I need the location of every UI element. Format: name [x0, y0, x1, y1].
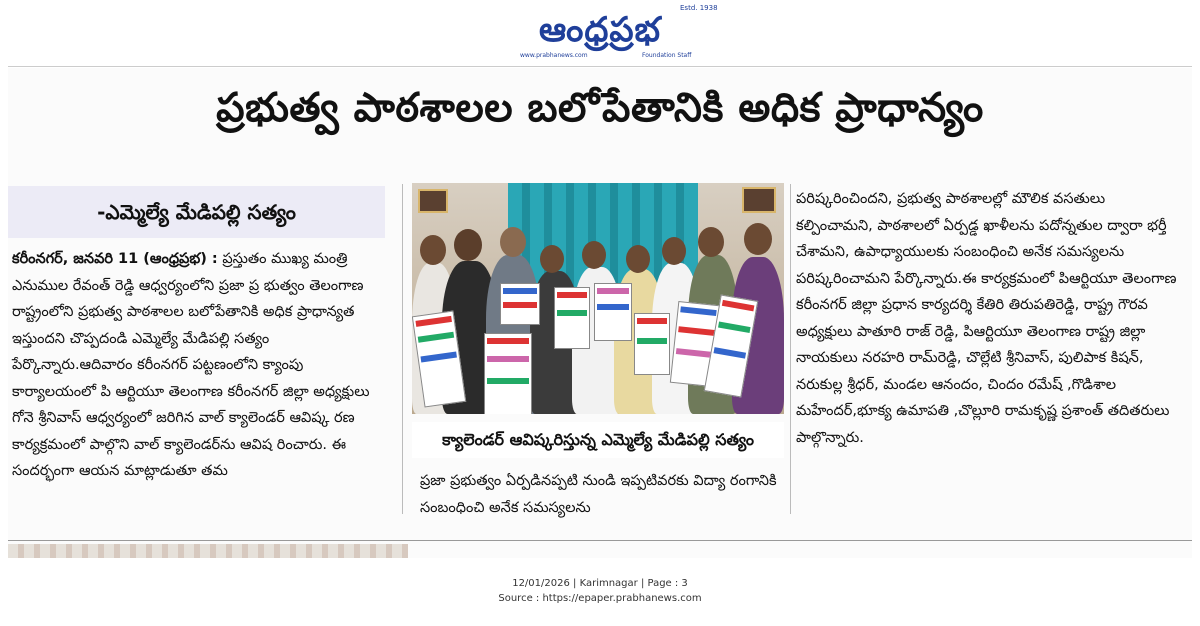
top-rule: [8, 66, 1192, 67]
column-divider: [790, 184, 791, 514]
wall-calendar: [554, 287, 590, 349]
person-head: [744, 223, 772, 255]
person-head: [662, 237, 686, 265]
wall-frame: [742, 187, 776, 213]
article-column-2: ప్రజా ప్రభుత్వం ఏర్పడినప్పటి నుండి ఇప్పటివరకు విద్యా రంగానికి సంబంధించి అనేక సమస్యలను: [420, 473, 777, 516]
source-footer: Source : https://epaper.prabhanews.com: [498, 593, 702, 604]
person-head: [698, 227, 724, 257]
bottom-rule: [8, 540, 1192, 541]
person-head: [540, 245, 564, 273]
wall-calendar: [484, 333, 532, 414]
article-photo: [412, 183, 784, 414]
wall-calendar: [594, 283, 632, 341]
page-info-footer: 12/01/2026 | Karimnagar | Page : 3: [512, 578, 688, 589]
article-headline: ప్రభుత్వ పాఠశాలల బలోపేతానికి అధిక ప్రాధాన్యం: [216, 84, 984, 131]
wall-frame: [418, 189, 448, 213]
newspaper-logo: ఆంధ్రప్రభ: [538, 10, 662, 50]
wall-calendar: [500, 283, 540, 325]
person-head: [626, 245, 650, 273]
person-head: [420, 235, 446, 265]
article-dateline: కరీంనగర్, జనవరి 11 (ఆంధ్రప్రభ) :: [12, 251, 218, 267]
article-byline: -ఎమ్మెల్యే మేడిపల్లి సత్యం: [8, 186, 385, 238]
logo-website-text: www.prabhanews.com: [520, 52, 588, 59]
logo-tagline-text: Foundation Staff: [642, 52, 692, 59]
person-head: [500, 227, 526, 257]
article-column-1: [12, 246, 387, 485]
photo-caption: క్యాలెండర్ ఆవిష్కరిస్తున్న ఎమ్మెల్యే మేడిపల్లి సత్యం: [412, 422, 784, 458]
person-head: [454, 229, 482, 261]
person-head: [582, 241, 606, 269]
masthead: [0, 0, 1200, 64]
logo-established-text: Estd. 1938: [680, 4, 718, 12]
article-column-3: పరిష్కరించిందని, ప్రభుత్వ పాఠశాలల్లో మౌలిక వసతులు కల్పించామని, పాఠశాలలో ఏర్పడ్డ ఖాళీలను పదోన్నతుల ద్వారా భర్తీ చేశామని, ఉపాధ్యాయులకు సంబంధించి అనేక సమస్యలను పరిష్కరించామని పేర్కొన్నారు.ఈ కార్యక్రమంలో పిఆర్టియూ తెలంగాణ కరీంనగర్ జిల్లా ప్రధాన కార్యదర్శి కేతిరి తిరుపతిరెడ్డి, రాష్ట్ర గౌరవ అధ్యక్షులు పాతూరి రాజ్ రెడ్డి, పిఆర్టియూ తెలంగాణ రాష్ట్ర జిల్లా నాయకులు నరహరి రామ్‌రెడ్డి, చొల్లేటి శ్రీనివాస్, పులిపాక కిషన్, నరుకుల్ల శ్రీధర్, మండల ఆనందం, చిందం రమేష్ ,గొడిశాల మహేందర్,భూక్య ఉమాపతి ,చొల్లూరి రామకృష్ణ ప్రశాంత్ తదితరులు పాల్గొన్నారు.: [796, 191, 1177, 446]
column-divider: [402, 184, 403, 514]
next-article-strip: [8, 544, 408, 558]
wall-calendar: [634, 313, 670, 375]
column-1-text: ప్రస్తుతం ముఖ్య మంత్రి ఎనుముల రేవంత్ రెడ్డి ఆధ్వర్యంలోని ప్రజా ప్ర భుత్వం తెలంగాణ రాష్ట్రంలోని ప్రభుత్వ పాఠశాలల బలోపేతానికి అధిక ప్రాధాన్యత ఇస్తుందని చొప్పదండి ఎమ్మెల్యే మేడిపల్లి సత్యం పేర్కొన్నారు.ఆదివారం కరీంనగర్ పట్టణంలోని క్యాంపు కార్యాలయంలో పి ఆర్టియూ తెలంగాణ కరీంనగర్ జిల్లా అధ్యక్షులు గోనె శ్రీనివాస్ ఆధ్వర్యంలో జరిగిన వాల్ క్యాలెండర్ ఆవిష్క రణ కార్యక్రమంలో పాల్గొని వాల్ క్యాలెండర్‌ను ఆవిష రించారు. ఈ సందర్భంగా ఆయన మాట్లాడుతూ తమ: [12, 251, 370, 479]
